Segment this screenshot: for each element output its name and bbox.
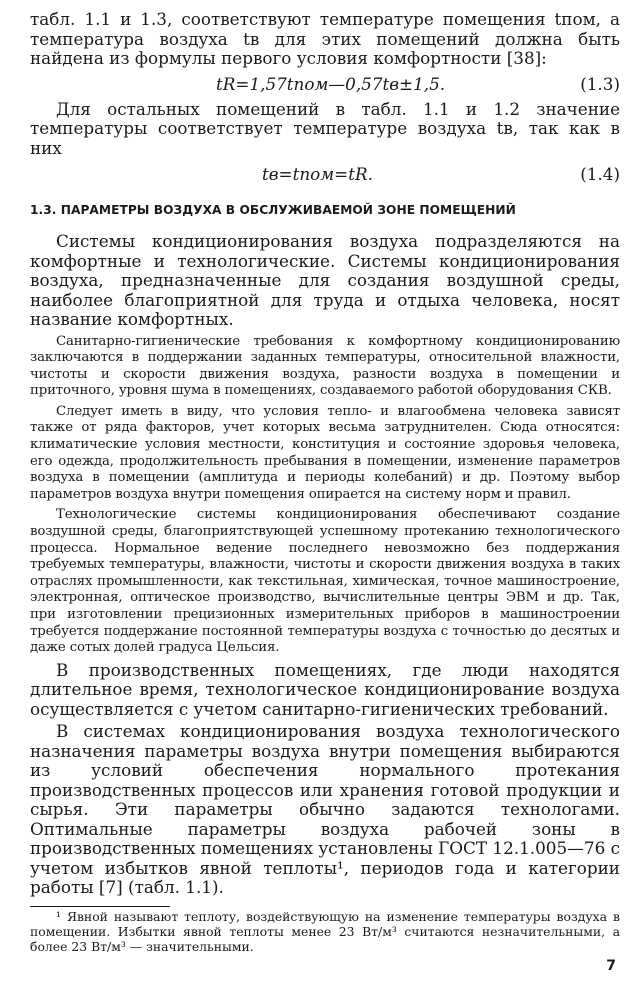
paragraph-industrial: В производственных помещениях, где люди находятся длительное время, технологическое кондиционирование воздуха осуществляется с учетом санитарно-гигиенических требований. <box>30 659 620 719</box>
formula-1-4-number: (1.4) <box>580 164 620 184</box>
paragraph-tech-systems: В системах кондиционирования воздуха технологического назначения параметры воздуха внутри помещения выбираются из условий обеспечения нормального протекания производственных процессов или хранения готовой продукции и сырья. Эти параметры обычно задаются технологами. Оптимальные параметры воздуха рабочей зоны в производственных помещениях установлены ГОСТ 12.1.005—76 с учетом избытков явной теплоты¹, периодов года и категории работы [7] (табл. 1.1). <box>30 721 620 898</box>
paragraph-after-formula-1-3: Для остальных помещений в табл. 1.1 и 1.2 значение температуры соответствует температуре воздуха tв, так как в них <box>30 98 620 158</box>
paragraph-systems: Системы кондиционирования воздуха подразделяются на комфортные и технологические. Системы кондиционирования воздуха, предназначенные для создания воздушной среды, наиболее благоприятной для труда и отдыха человека, носят название комфортных. <box>30 231 620 329</box>
formula-1-3-expression: tR=1,57tпом—0,57tв±1,5. <box>216 73 446 94</box>
section-heading: 1.3. ПАРАМЕТРЫ ВОЗДУХА В ОБСЛУЖИВАЕМОЙ ЗОНЕ ПОМЕЩЕНИЙ <box>30 203 516 217</box>
formula-1-3-number: (1.3) <box>580 73 620 94</box>
footnote-divider <box>30 906 170 907</box>
intro-paragraph: табл. 1.1 и 1.3, соответствуют температуре помещения tпом, а температура воздуха tв для этих помещений должна быть найдена из формулы первого условия комфортности [38]: <box>30 9 620 68</box>
paragraph-factors: Следует иметь в виду, что условия тепло- и влагообмена человека зависят также от ряда факторов, учет которых весьма затруднителен. Сюда относятся: климатические условия местности, конституция и состояние здоровья человека, его одежда, продолжительность пребывания в помещении, изменение параметров воздуха в помещении (амплитуда и периоды колебаний) и др. Поэтому выбор параметров воздуха внутри помещения опирается на систему норм и правил. <box>30 403 620 502</box>
footnote: ¹ Явной называют теплоту, воздействующую на изменение температуры воздуха в помещении. Избытки явной теплоты менее 23 Вт/м³ считаются незначительными, а более 23 Вт/м³ — значительными. <box>30 908 620 955</box>
paragraph-technological: Технологические системы кондиционирования обеспечивают создание воздушной среды, благоприятствующей успешному протеканию технологического процесса. Нормальное ведение последнего невозможно без поддержания требуемых температуры, влажности, чистоты и скорости движения воздуха в таких отраслях промышленности, как текстильная, химическая, точное машиностроение, электронная, оптическое производство, вычислительные центры ЭВМ и др. Так, при изготовлении прецизионных измерительных приборов в машиностроении требуется поддержание постоянной температуры воздуха с точностью до десятых и даже сотых долей градуса Цельсия. <box>30 507 620 656</box>
paragraph-sanitary: Санитарно-гигиенические требования к комфортному кондиционированию заключаются в поддержании заданных температуры, относительной влажности, чистоты и скорости движения воздуха, разности воздуха в помещении и приточного, уровня шума в помещениях, создаваемого работой оборудования СКВ. <box>30 333 620 399</box>
formula-1-4 <box>30 162 620 187</box>
formula-1-4-expression: tв=tпом=tR. <box>262 164 373 184</box>
formula-1-3 <box>30 72 620 97</box>
document-page <box>30 10 620 954</box>
page-number: 7 <box>606 958 616 974</box>
